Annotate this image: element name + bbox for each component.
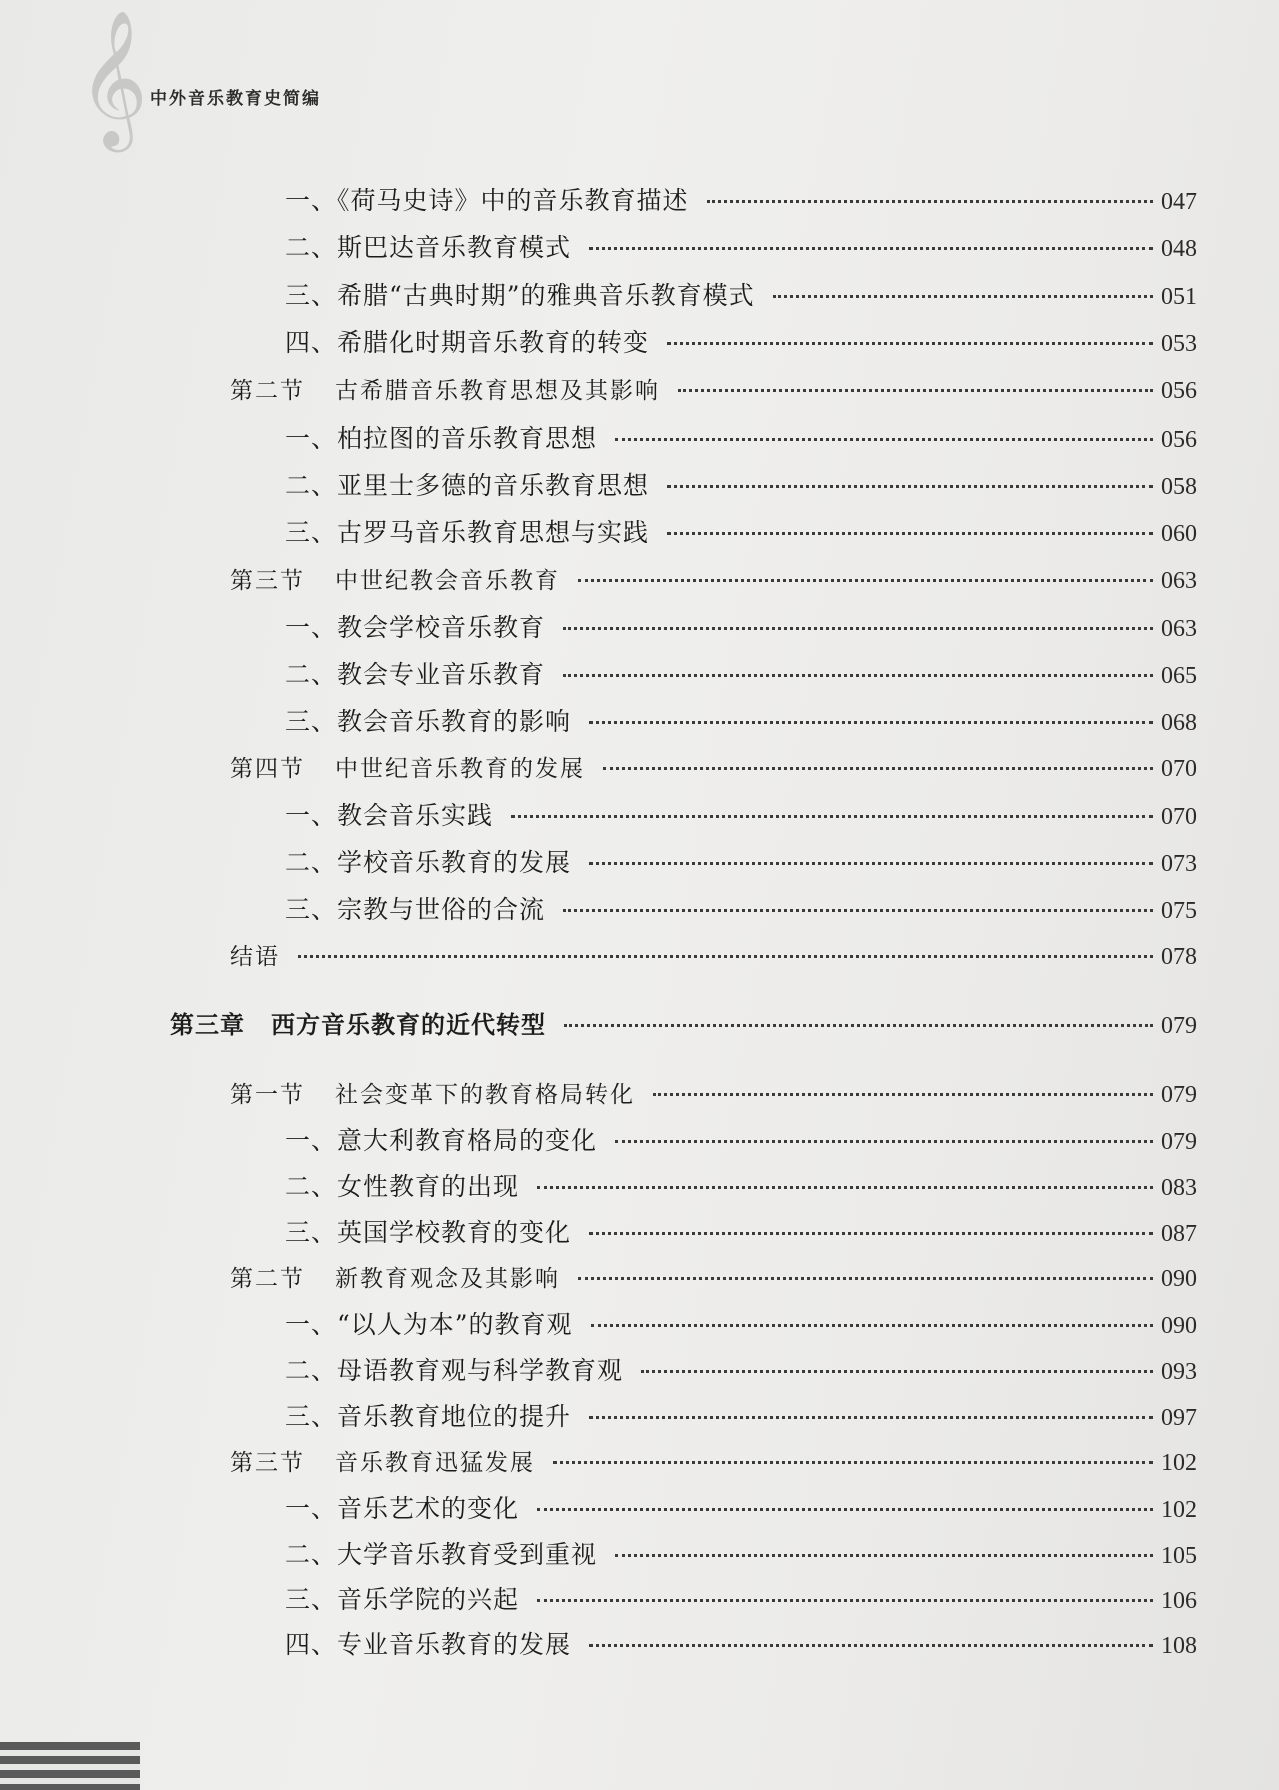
toc-entry-row — [285, 233, 1197, 264]
toc-title — [285, 707, 571, 737]
toc-title-text: 一、《荷马史诗》中的音乐教育描述 — [285, 186, 689, 215]
dot-leader — [615, 1554, 1153, 1557]
toc-title — [285, 848, 571, 878]
toc-title-text: 一、教会音乐实践 — [285, 801, 494, 830]
dot-leader — [564, 1024, 1153, 1027]
toc-title-text: 社会变革下的教育格局转化 — [335, 1082, 635, 1108]
toc-page-number: 079 — [1161, 1013, 1197, 1039]
toc-title — [230, 1080, 635, 1110]
toc-label: 第三节 — [230, 1450, 305, 1476]
dot-leader — [563, 627, 1153, 630]
toc-label: 第二节 — [230, 378, 305, 404]
toc-title-text: 一、教会学校音乐教育 — [285, 613, 546, 642]
toc-title-text: 三、古罗马音乐教育思想与实践 — [285, 518, 650, 547]
dot-leader — [563, 909, 1153, 912]
toc-entry-row — [285, 186, 1197, 217]
dot-leader — [589, 247, 1153, 250]
toc-page-number: 048 — [1161, 236, 1197, 262]
toc-page-number: 051 — [1161, 284, 1197, 310]
toc-label: 第二节 — [230, 1266, 305, 1292]
toc-title-text: 三、教会音乐教育的影响 — [285, 707, 572, 736]
toc-entry-row — [285, 328, 1197, 359]
toc-title — [285, 1172, 519, 1202]
dot-leader — [537, 1599, 1153, 1602]
toc-section-row — [230, 754, 1197, 784]
toc-title-text: 一、音乐艺术的变化 — [285, 1494, 520, 1523]
toc-title-text: 三、宗教与世俗的合流 — [285, 895, 546, 924]
toc-page-number: 105 — [1161, 1543, 1197, 1569]
toc-entry-row — [285, 1356, 1197, 1387]
toc-entry-row — [285, 1126, 1197, 1157]
toc-page-number: 093 — [1161, 1359, 1197, 1385]
toc-page-number: 106 — [1161, 1588, 1197, 1614]
toc-title — [285, 1356, 623, 1386]
dot-leader — [537, 1508, 1153, 1511]
toc-title-text: 二、大学音乐教育受到重视 — [285, 1540, 598, 1569]
toc-title — [285, 471, 649, 501]
toc-title — [285, 1540, 597, 1570]
toc-title-text: 一、意大利教育格局的变化 — [285, 1126, 598, 1155]
dot-leader — [603, 767, 1153, 770]
dot-leader — [773, 295, 1153, 298]
toc-entry-row — [285, 281, 1197, 312]
toc-section-row — [230, 942, 1197, 972]
toc-entry-row — [285, 424, 1197, 455]
toc-title — [285, 660, 545, 690]
toc-title — [285, 1402, 571, 1432]
toc-title — [230, 376, 660, 406]
toc-title-text: 二、学校音乐教育的发展 — [285, 848, 572, 877]
treble-clef-icon: 𝄞 — [78, 8, 148, 146]
toc-title-text: 中世纪音乐教育的发展 — [335, 756, 585, 782]
toc-title-text: 二、亚里士多德的音乐教育思想 — [285, 471, 650, 500]
toc-title-text: 音乐教育迅猛发展 — [335, 1450, 535, 1476]
toc-page-number: 060 — [1161, 521, 1197, 547]
toc-title-text: 结语 — [230, 944, 280, 970]
toc-page-number: 053 — [1161, 331, 1197, 357]
dot-leader — [511, 815, 1153, 818]
toc-entry-row — [285, 1494, 1197, 1525]
toc-page-number: 068 — [1161, 710, 1197, 736]
toc-section-row — [230, 376, 1197, 406]
toc-title — [285, 518, 649, 548]
toc-entry-row — [285, 1540, 1197, 1571]
toc-title — [285, 233, 571, 263]
toc-title — [285, 1630, 571, 1660]
toc-title — [285, 613, 545, 643]
toc-title — [285, 424, 597, 454]
dot-leader — [641, 1370, 1153, 1373]
toc-title-text: 二、教会专业音乐教育 — [285, 660, 546, 689]
dot-leader — [678, 389, 1153, 392]
toc-title — [285, 1218, 571, 1248]
toc-title — [285, 1310, 573, 1340]
toc-title — [170, 1010, 546, 1040]
toc-page-number: 056 — [1161, 378, 1197, 404]
toc-page-number: 065 — [1161, 663, 1197, 689]
toc-title-text: 三、英国学校教育的变化 — [285, 1218, 572, 1247]
running-header: 中外音乐教育史简编 — [150, 89, 321, 109]
toc-title-text: 二、斯巴达音乐教育模式 — [285, 233, 572, 262]
toc-title-text: 二、女性教育的出现 — [285, 1172, 520, 1201]
toc-title-text: 三、希腊“古典时期”的雅典音乐教育模式 — [285, 281, 755, 310]
toc-page-number: 097 — [1161, 1405, 1197, 1431]
toc-title-text: 二、母语教育观与科学教育观 — [285, 1356, 624, 1385]
dot-leader — [615, 1140, 1153, 1143]
dot-leader — [653, 1093, 1153, 1096]
toc-chapter-row — [170, 1010, 1197, 1041]
dot-leader — [615, 438, 1153, 441]
dot-leader — [589, 1232, 1153, 1235]
dot-leader — [298, 955, 1153, 958]
toc-page-number: 075 — [1161, 898, 1197, 924]
toc-title — [285, 281, 755, 311]
dot-leader — [667, 485, 1153, 488]
toc-label: 第三章 — [170, 1011, 245, 1039]
toc-page-number: 078 — [1161, 944, 1197, 970]
toc-title-text: 新教育观念及其影响 — [335, 1266, 560, 1292]
dot-leader — [589, 721, 1153, 724]
dot-leader — [591, 1324, 1153, 1327]
toc-page-number: 079 — [1161, 1129, 1197, 1155]
toc-title-text: 一、柏拉图的音乐教育思想 — [285, 424, 598, 453]
toc-title — [230, 754, 585, 784]
toc-title — [230, 1448, 535, 1478]
toc-title-text: 一、“以人为本”的教育观 — [285, 1310, 573, 1339]
toc-page-number: 070 — [1161, 756, 1197, 782]
toc-entry-row — [285, 1402, 1197, 1433]
toc-page-number: 090 — [1161, 1266, 1197, 1292]
toc-section-row — [230, 1080, 1197, 1110]
toc-title-text: 中世纪教会音乐教育 — [335, 568, 560, 594]
toc-page-number: 083 — [1161, 1175, 1197, 1201]
toc-entry-row — [285, 801, 1197, 832]
toc-entry-row — [285, 707, 1197, 738]
toc-entry-row — [285, 518, 1197, 549]
toc-page-number: 073 — [1161, 851, 1197, 877]
toc-entry-row — [285, 1218, 1197, 1249]
dot-leader — [589, 1644, 1153, 1647]
toc-section-row — [230, 1448, 1197, 1478]
toc-page-number: 102 — [1161, 1497, 1197, 1523]
toc-title — [285, 1585, 519, 1615]
toc-entry-row — [285, 848, 1197, 879]
toc-page-number: 070 — [1161, 804, 1197, 830]
toc-label: 第三节 — [230, 568, 305, 594]
toc-title-text: 古希腊音乐教育思想及其影响 — [335, 378, 660, 404]
decorative-stripes — [0, 1742, 140, 1790]
toc-entry-row — [285, 1630, 1197, 1661]
toc-section-row — [230, 1264, 1197, 1294]
dot-leader — [589, 1416, 1153, 1419]
toc-page-number: 108 — [1161, 1633, 1197, 1659]
toc-title-text: 四、希腊化时期音乐教育的转变 — [285, 328, 650, 357]
toc-title — [285, 801, 493, 831]
dot-leader — [707, 200, 1153, 203]
dot-leader — [667, 342, 1153, 345]
dot-leader — [667, 532, 1153, 535]
toc-title — [230, 942, 280, 972]
toc-title — [285, 186, 689, 216]
toc-page-number: 087 — [1161, 1221, 1197, 1247]
toc-page-number: 079 — [1161, 1082, 1197, 1108]
toc-title — [230, 566, 560, 596]
toc-title-text: 三、音乐学院的兴起 — [285, 1585, 520, 1614]
toc-page-number: 063 — [1161, 616, 1197, 642]
toc-page-number: 047 — [1161, 189, 1197, 215]
toc-label: 第一节 — [230, 1082, 305, 1108]
dot-leader — [578, 1277, 1153, 1280]
dot-leader — [553, 1461, 1153, 1464]
dot-leader — [537, 1186, 1153, 1189]
toc-title — [285, 895, 545, 925]
toc-entry-row — [285, 613, 1197, 644]
toc-entry-row — [285, 895, 1197, 926]
toc-entry-row — [285, 660, 1197, 691]
toc-title — [285, 328, 649, 358]
toc-page-number: 056 — [1161, 427, 1197, 453]
toc-title — [285, 1494, 519, 1524]
dot-leader — [589, 862, 1153, 865]
toc-entry-row — [285, 1585, 1197, 1616]
dot-leader — [563, 674, 1153, 677]
toc-entry-row — [285, 471, 1197, 502]
toc-title — [230, 1264, 560, 1294]
toc-section-row — [230, 566, 1197, 596]
toc-title — [285, 1126, 597, 1156]
toc-page-number: 090 — [1161, 1313, 1197, 1339]
toc-title-text: 西方音乐教育的近代转型 — [271, 1011, 546, 1039]
dot-leader — [578, 579, 1153, 582]
toc-label: 第四节 — [230, 756, 305, 782]
toc-title-text: 三、音乐教育地位的提升 — [285, 1402, 572, 1431]
toc-page-number: 058 — [1161, 474, 1197, 500]
toc-entry-row — [285, 1172, 1197, 1203]
toc-title-text: 四、专业音乐教育的发展 — [285, 1630, 572, 1659]
toc-page-number: 102 — [1161, 1450, 1197, 1476]
toc-entry-row — [285, 1310, 1197, 1341]
toc-page-number: 063 — [1161, 568, 1197, 594]
